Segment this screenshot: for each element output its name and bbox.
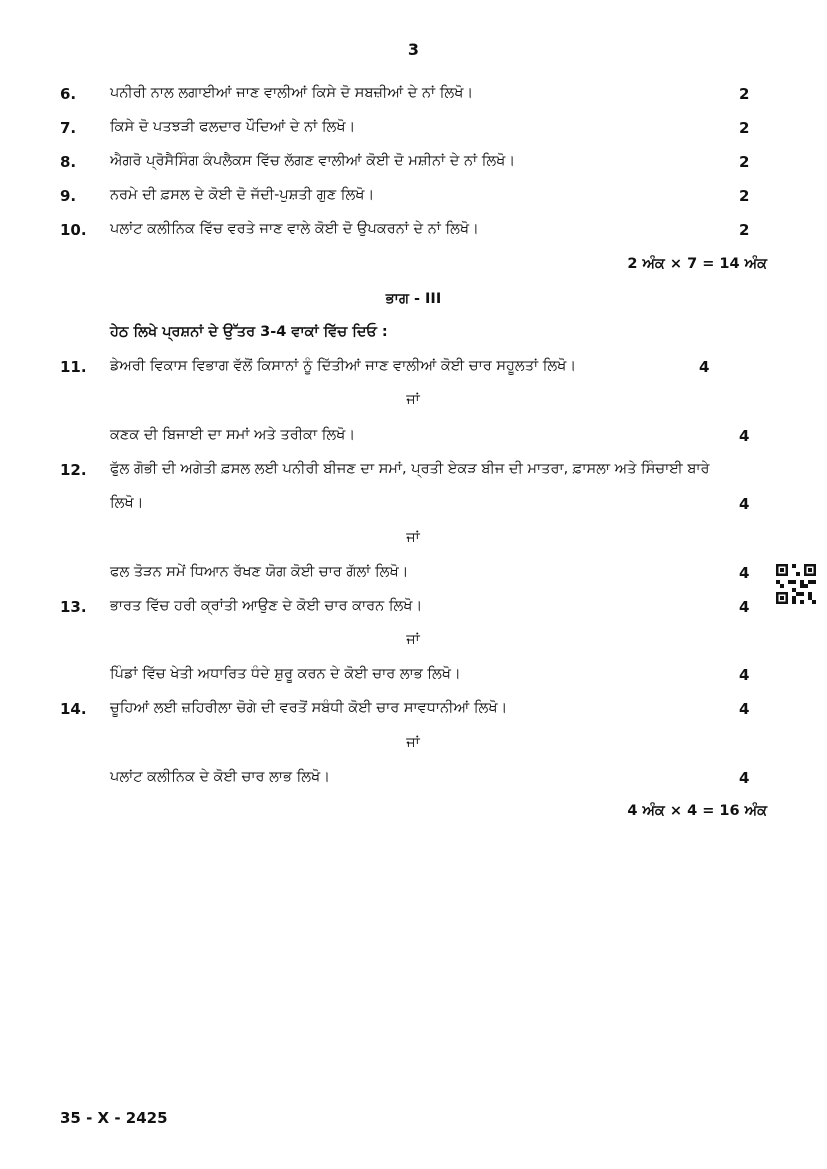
or-label: ਜਾਂ: [406, 530, 420, 546]
question-text: ਨਰਮੇ ਦੀ ਫ਼ਸਲ ਦੇ ਕੋਈ ਦੋ ਜੱਦੀ-ਪੁਸ਼ਤੀ ਗੁਣ ਲਿਖੋ।: [110, 187, 375, 203]
question-marks: 2: [739, 153, 750, 171]
question-text: ਡੇਅਰੀ ਵਿਕਾਸ ਵਿਭਾਗ ਵੱਲੋਂ ਕਿਸਾਨਾਂ ਨੂੰ ਦਿੱਤੀਆਂ ਜਾਣ ਵਾਲੀਆਂ ਕੋਈ ਚਾਰ ਸਹੂਲਤਾਂ ਲਿਖੋ।: [110, 358, 577, 374]
question-text: ਫੁੱਲ ਗੋਭੀ ਦੀ ਅਗੇਤੀ ਫ਼ਸਲ ਲਈ ਪਨੀਰੀ ਬੀਜਣ ਦਾ ਸਮਾਂ, ਪ੍ਰਤੀ ਏਕੜ ਬੀਜ ਦੀ ਮਾਤਰਾ, ਫ਼ਾਸਲਾ ਅਤੇ ਸਿੰਚਾਈ ਬਾਰੇ: [110, 461, 710, 477]
or-label: ਜਾਂ: [406, 632, 420, 648]
question-marks: 2: [739, 187, 750, 205]
alternative-question-marks: 4: [739, 769, 750, 787]
or-label: ਜਾਂ: [406, 735, 420, 751]
or-label: ਜਾਂ: [406, 392, 420, 408]
footer-paper-code: 35 - X - 2425: [60, 1109, 168, 1127]
question-number: 10.: [60, 221, 87, 239]
section-instruction: ਹੇਠ ਲਿਖੇ ਪ੍ਰਸ਼ਨਾਂ ਦੇ ਉੱਤਰ 3-4 ਵਾਕਾਂ ਵਿੱਚ ਦਿਓ :: [110, 324, 388, 340]
alternative-question-text: ਪਿੰਡਾਂ ਵਿੱਚ ਖੇਤੀ ਅਧਾਰਿਤ ਧੰਦੇ ਸ਼ੁਰੂ ਕਰਨ ਦੇ ਕੋਈ ਚਾਰ ਲਾਭ ਲਿਖੋ।: [110, 666, 461, 682]
question-text-continued: ਲਿਖੋ।: [110, 495, 144, 511]
question-text: ਪਲਾਂਟ ਕਲੀਨਿਕ ਵਿੱਚ ਵਰਤੇ ਜਾਣ ਵਾਲੇ ਕੋਈ ਦੋ ਉਪਕਰਨਾਂ ਦੇ ਨਾਂ ਲਿਖੋ।: [110, 221, 479, 237]
question-marks: 2: [739, 119, 750, 137]
alternative-question-marks: 4: [739, 564, 750, 582]
page-number: 3: [407, 40, 420, 59]
question-text: ਭਾਰਤ ਵਿੱਚ ਹਰੀ ਕ੍ਰਾਂਤੀ ਆਉਣ ਦੇ ਕੋਈ ਚਾਰ ਕਾਰਨ ਲਿਖੋ।: [110, 598, 423, 614]
question-text: ਕਿਸੇ ਦੋ ਪਤਝੜੀ ਫਲਦਾਰ ਪੌਦਿਆਂ ਦੇ ਨਾਂ ਲਿਖੋ।: [110, 119, 356, 135]
question-number: 6.: [60, 85, 77, 103]
alternative-question-text: ਕਣਕ ਦੀ ਬਿਜਾਈ ਦਾ ਸਮਾਂ ਅਤੇ ਤਰੀਕਾ ਲਿਖੋ।: [110, 427, 356, 443]
question-number: 11.: [60, 358, 87, 376]
alternative-question-marks: 4: [739, 666, 750, 684]
question-text: ਐਗਰੋ ਪ੍ਰੋਸੈਸਿੰਗ ਕੰਪਲੈਕਸ ਵਿੱਚ ਲੱਗਣ ਵਾਲੀਆਂ ਕੋਈ ਦੋ ਮਸ਼ੀਨਾਂ ਦੇ ਨਾਂ ਲਿਖੋ।: [110, 153, 516, 169]
question-marks: 4: [739, 598, 750, 616]
question-marks: 4: [739, 700, 750, 718]
question-number: 9.: [60, 187, 77, 205]
alternative-question-text: ਪਲਾਂਟ ਕਲੀਨਿਕ ਦੇ ਕੋਈ ਚਾਰ ਲਾਭ ਲਿਖੋ।: [110, 769, 331, 785]
question-marks: 2: [739, 221, 750, 239]
question-text: ਪਨੀਰੀ ਨਾਲ ਲਗਾਈਆਂ ਜਾਣ ਵਾਲੀਆਂ ਕਿਸੇ ਦੋ ਸਬਜ਼ੀਆਂ ਦੇ ਨਾਂ ਲਿਖੋ।: [110, 85, 474, 101]
question-marks: 2: [739, 85, 750, 103]
question-number: 8.: [60, 153, 77, 171]
question-number: 7.: [60, 119, 77, 137]
question-text: ਚੂਹਿਆਂ ਲਈ ਜ਼ਹਿਰੀਲਾ ਚੋਗੇ ਦੀ ਵਰਤੋਂ ਸਬੰਧੀ ਕੋਈ ਚਾਰ ਸਾਵਧਾਨੀਆਂ ਲਿਖੋ।: [110, 700, 508, 716]
section-total-marks: 2 ਅੰਕ × 7 = 14 ਅੰਕ: [627, 256, 767, 272]
question-marks: 4: [699, 358, 710, 376]
question-number: 13.: [60, 598, 87, 616]
qr-code-icon: [776, 564, 816, 604]
question-number: 12.: [60, 461, 87, 479]
section-heading: ਭਾਗ - III: [385, 291, 442, 307]
section-total-marks: 4 ਅੰਕ × 4 = 16 ਅੰਕ: [627, 803, 767, 819]
question-number: 14.: [60, 700, 87, 718]
question-marks: 4: [739, 495, 750, 513]
alternative-question-text: ਫਲ ਤੋੜਨ ਸਮੇਂ ਧਿਆਨ ਰੱਖਣ ਯੋਗ ਕੋਈ ਚਾਰ ਗੱਲਾਂ ਲਿਖੋ।: [110, 564, 409, 580]
alternative-question-marks: 4: [739, 427, 750, 445]
